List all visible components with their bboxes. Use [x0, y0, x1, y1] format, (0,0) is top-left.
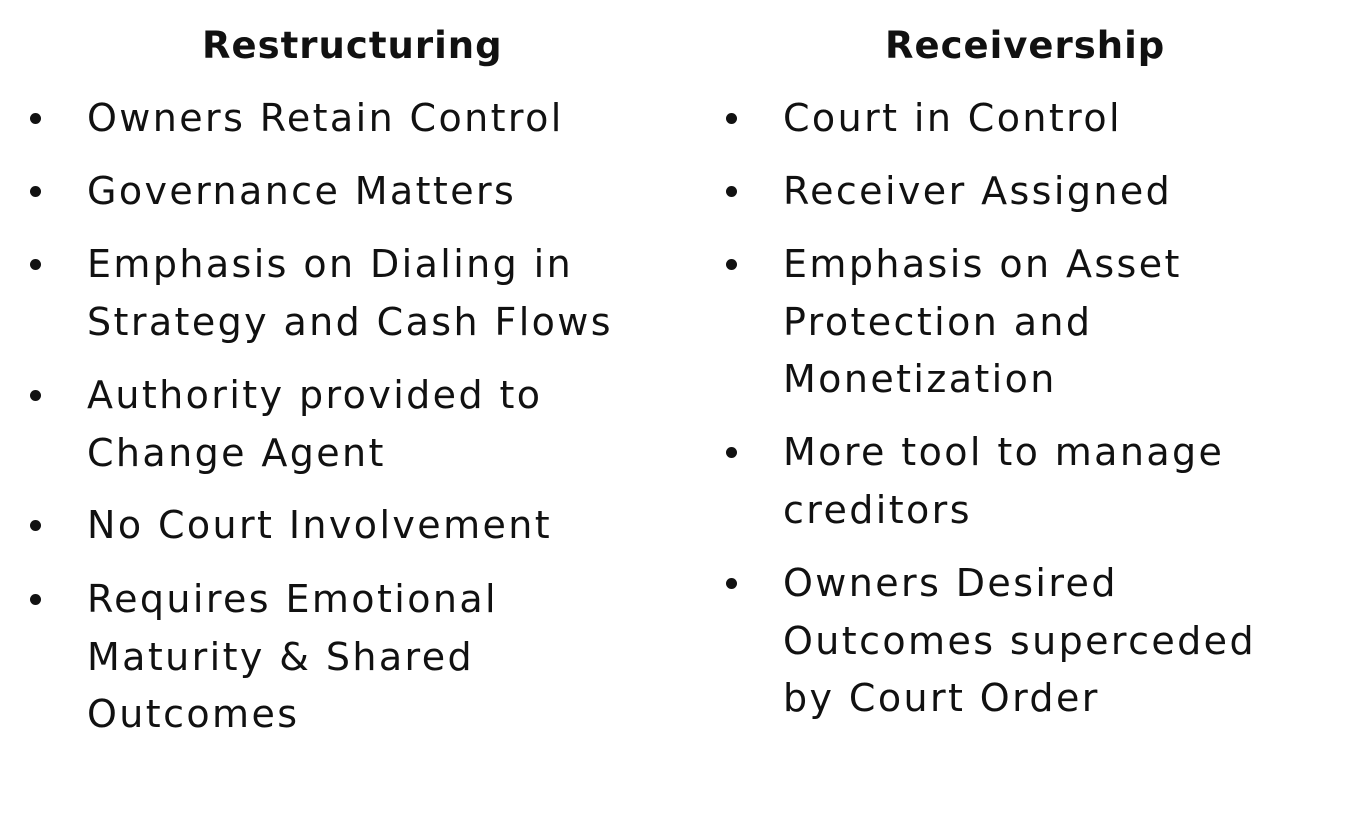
bullet-icon: [30, 520, 41, 531]
list-item-text: No Court Involvement: [87, 503, 553, 547]
bullet-icon: [30, 259, 41, 270]
bullet-icon: [726, 186, 737, 197]
bullet-icon: [30, 113, 41, 124]
list-item-text: Emphasis on Dialing in Strategy and Cash Flows: [87, 242, 613, 344]
list-item-text: Owners Retain Control: [87, 96, 564, 140]
list-item-text: Requires Emotional Maturity & Shared Outcomes: [87, 577, 498, 736]
bullet-icon: [726, 113, 737, 124]
bullet-icon: [30, 594, 41, 605]
list-item-text: Owners Desired Outcomes superceded by Court Order: [783, 561, 1256, 720]
bullet-icon: [30, 390, 41, 401]
bullet-icon: [726, 259, 737, 270]
bullet-icon: [30, 186, 41, 197]
bullet-icon: [726, 447, 737, 458]
receivership-heading: Receivership: [885, 24, 1166, 67]
list-item-text: Court in Control: [783, 96, 1122, 140]
list-item-text: More tool to manage creditors: [783, 430, 1225, 532]
list-item-text: Governance Matters: [87, 169, 517, 213]
bullet-icon: [726, 578, 737, 589]
list-item-text: Authority provided to Change Agent: [87, 373, 543, 475]
list-item-text: Emphasis on Asset Protection and Monetization: [783, 242, 1182, 401]
list-item-text: Receiver Assigned: [783, 169, 1173, 213]
restructuring-heading: Restructuring: [202, 24, 503, 67]
